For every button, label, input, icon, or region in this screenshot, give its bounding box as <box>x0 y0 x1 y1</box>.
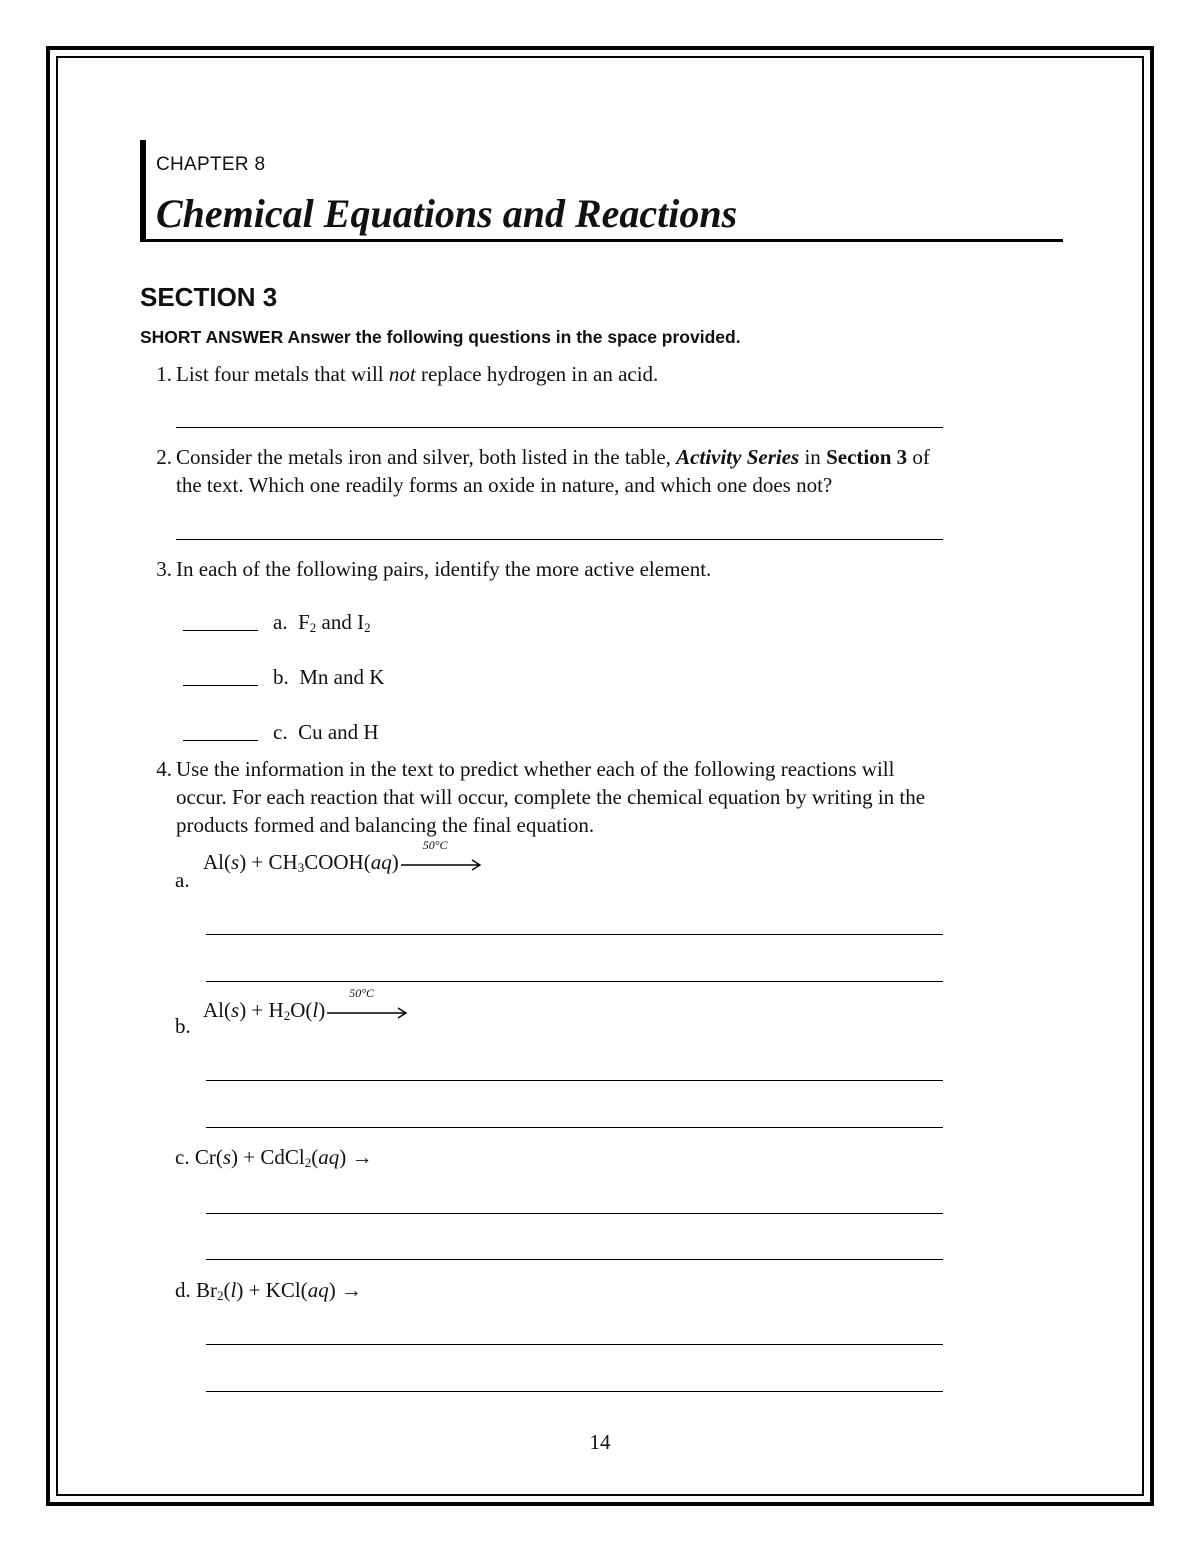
question-text-line-1 <box>176 443 930 471</box>
chapter-label: CHAPTER 8 <box>156 154 266 175</box>
answer-line[interactable] <box>206 981 943 982</box>
question-text <box>176 360 658 388</box>
answer-line[interactable] <box>206 1344 943 1345</box>
reaction-b-letter: b. <box>175 1014 191 1038</box>
section-heading: SECTION 3 <box>140 282 278 312</box>
answer-line[interactable] <box>176 539 943 540</box>
answer-blank[interactable] <box>183 685 258 686</box>
answer-line[interactable] <box>206 1391 943 1392</box>
text-segment: replace hydrogen in an acid. <box>415 362 659 386</box>
option-letter: a. <box>273 610 288 634</box>
subscript: 2 <box>364 620 371 635</box>
answer-line[interactable] <box>176 427 943 428</box>
text-emphasis: not <box>388 362 416 386</box>
question-text-line-1: Use the information in the text to predict whether each of the following reactions will <box>176 757 895 781</box>
answer-line[interactable] <box>206 1213 943 1214</box>
subscript: 2 <box>309 620 317 635</box>
option-c <box>273 720 379 745</box>
answer-blank[interactable] <box>183 630 258 631</box>
question-text-line-2: the text. Which one readily forms an oxide in nature, and which one does not? <box>176 473 833 497</box>
reaction-letter: c. <box>175 1145 190 1169</box>
instructions: SHORT ANSWER Answer the following questions in the space provided. <box>140 327 741 347</box>
question-text-line-3: products formed and balancing the final equation. <box>176 813 595 837</box>
question-number: 2. <box>156 445 172 469</box>
option-a <box>273 610 371 635</box>
chapter-bar <box>140 140 146 242</box>
option-text: Cu and H <box>298 720 379 744</box>
text-segment: of <box>907 445 930 469</box>
text-segment: in <box>799 445 827 469</box>
question-text: In each of the following pairs, identify the more active element. <box>176 557 712 581</box>
chapter-title: Chemical Equations and Reactions <box>156 191 738 236</box>
reaction-b-equation: $Al(s) + H_2O(l)$ 50°C <box>203 998 411 1023</box>
question-number: 4. <box>156 757 172 781</box>
text-bold: Section 3 <box>826 445 908 469</box>
reaction-condition: 50°C <box>349 986 375 1000</box>
text-emphasis: Activity Series <box>676 445 800 469</box>
reaction-letter: d. <box>175 1278 191 1302</box>
answer-line[interactable] <box>206 1259 943 1260</box>
answer-line[interactable] <box>206 1080 943 1081</box>
answer-blank[interactable] <box>183 740 258 741</box>
question-number: 1. <box>156 362 172 386</box>
chapter-rule <box>140 239 1063 242</box>
answer-line[interactable] <box>206 934 943 935</box>
text-segment: List four metals that will <box>176 362 389 386</box>
option-text: F <box>298 610 310 634</box>
reaction-arrow <box>399 838 485 875</box>
question-number: 3. <box>156 557 172 581</box>
reaction-arrow <box>325 986 411 1023</box>
reaction-a-equation: $Al(s) + CH_3COOH(aq)$ 50°C <box>203 850 485 875</box>
option-text: Mn and K <box>299 665 385 689</box>
option-letter: c. <box>273 720 288 744</box>
reaction-a-letter: a. <box>175 868 190 892</box>
question-text-line-2: occur. For each reaction that will occur, complete the chemical equation by writing in the <box>176 785 926 809</box>
page-number: 14 <box>589 1430 611 1454</box>
answer-line[interactable] <box>206 1127 943 1128</box>
reaction-c-equation: c. Cr(s) + CdCl$_2$(aq) → <box>175 1145 373 1170</box>
text-segment: Consider the metals iron and silver, both listed in the table, <box>176 445 677 469</box>
option-letter: b. <box>273 665 289 689</box>
option-b <box>273 665 384 690</box>
option-text: and I <box>316 610 365 634</box>
reaction-condition: 50°C <box>422 838 448 852</box>
reaction-d-equation: d. $Br_2(l) + KCl(aq)$ → <box>175 1278 362 1303</box>
